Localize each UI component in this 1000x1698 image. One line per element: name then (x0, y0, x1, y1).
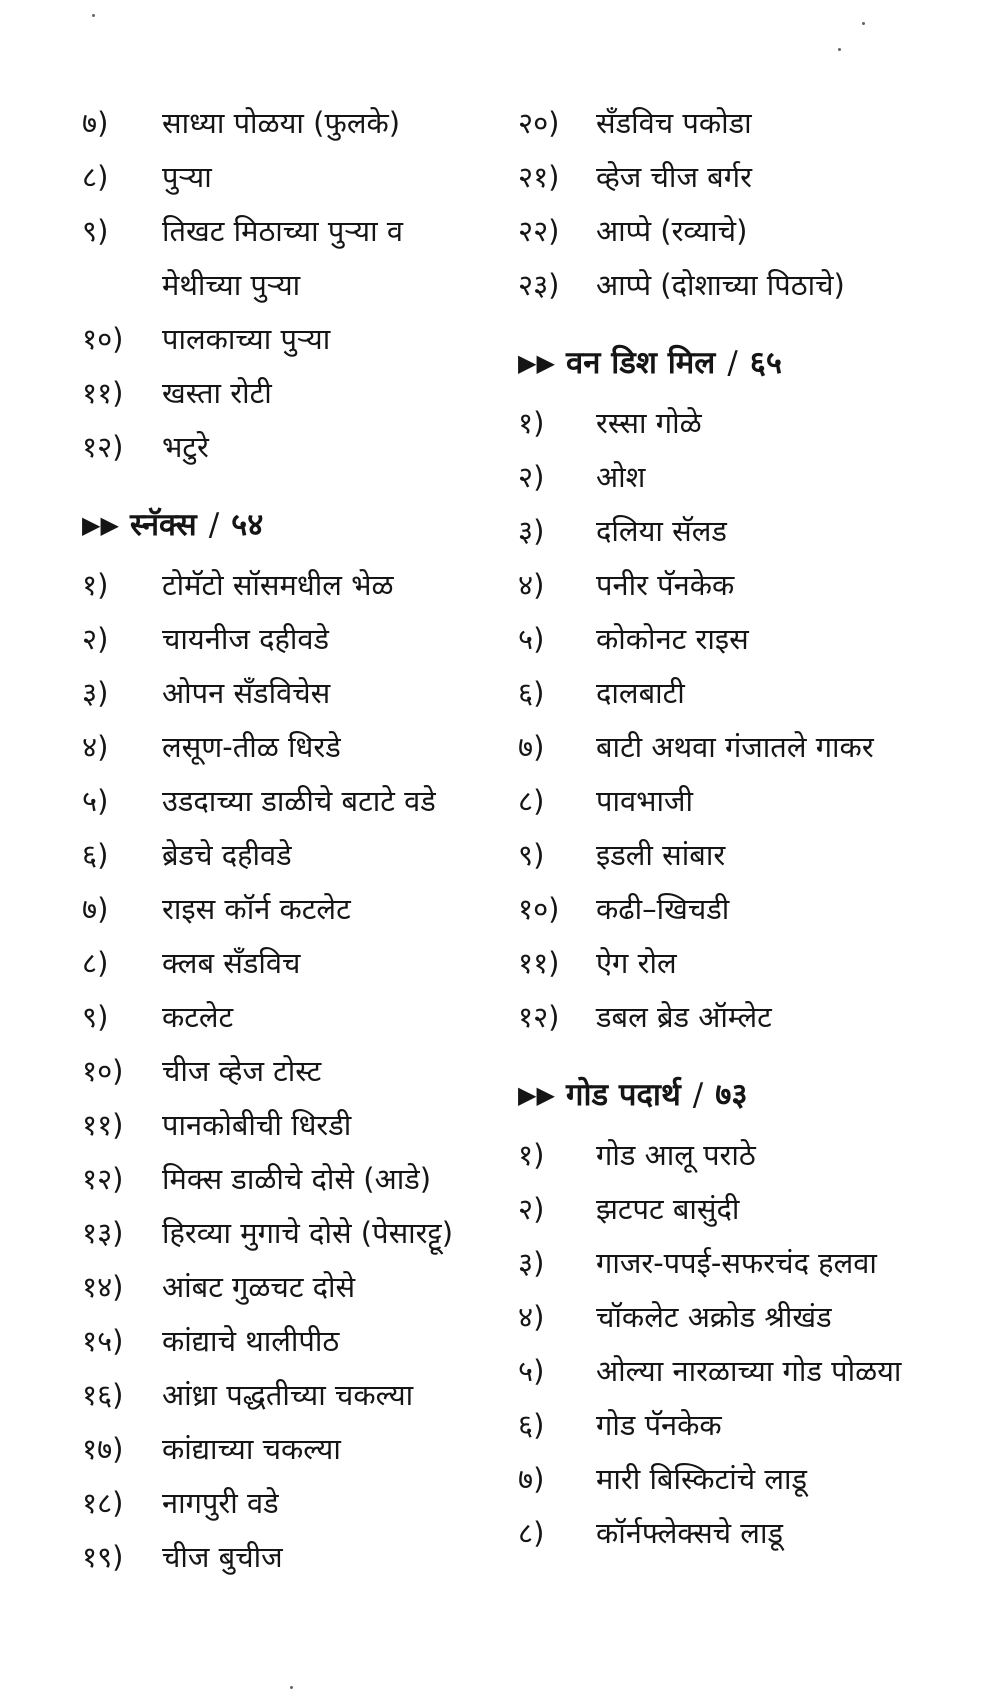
item-number: २०) (518, 106, 560, 140)
list-item (518, 774, 978, 828)
item-number: ८) (518, 1516, 545, 1550)
item-text: आंध्रा पद्धतीच्या चकल्या (162, 1378, 414, 1412)
item-number: ७) (518, 1462, 545, 1496)
item-text: उडदाच्या डाळीचे बटाटे वडे (162, 784, 436, 818)
item-text: कांद्याचे थालीपीठ (162, 1324, 340, 1358)
item-text: खस्ता रोटी (162, 376, 272, 410)
item-text: सँडविच पकोडा (596, 106, 752, 140)
item-number: ६) (518, 1408, 545, 1442)
section-page-number: ७३ (715, 1077, 748, 1113)
item-text: गोड आलू पराठे (596, 1138, 756, 1172)
right-column (518, 96, 978, 1560)
item-number: ९) (82, 1000, 109, 1034)
list-item (518, 1182, 978, 1236)
item-number: १) (82, 568, 109, 602)
separator: / (727, 345, 738, 381)
item-number: ६) (82, 838, 109, 872)
item-text: साध्या पोळया (फुलके) (162, 106, 401, 140)
list-item (518, 150, 978, 204)
item-text: झटपट बासुंदी (596, 1192, 740, 1226)
item-text: आप्पे (दोशाच्या पिठाचे) (596, 268, 845, 302)
item-number: २१) (518, 160, 560, 194)
item-number: ६) (518, 676, 545, 710)
list-item (82, 1368, 512, 1422)
item-text: आंबट गुळचट दोसे (162, 1270, 356, 1304)
list-item (82, 774, 512, 828)
scan-speck (92, 14, 95, 17)
section-heading-sweets (518, 1066, 978, 1124)
list-item (82, 1422, 512, 1476)
item-number: १६) (82, 1378, 124, 1412)
item-text: चीज व्हेज टोस्ट (162, 1054, 322, 1088)
section-title: गोड पदार्थ (566, 1077, 681, 1113)
section-heading-one-dish-meal (518, 334, 978, 392)
list-item (82, 150, 512, 204)
list-item (82, 1314, 512, 1368)
item-text: कढी–खिचडी (596, 892, 730, 926)
item-text: रस्सा गोळे (596, 406, 702, 440)
right-top-list (518, 96, 978, 312)
item-number: ८) (82, 160, 109, 194)
item-number: १८) (82, 1486, 124, 1520)
item-number: ५) (518, 622, 545, 656)
item-text: चायनीज दहीवडे (162, 622, 330, 656)
section-heading-snacks (82, 496, 512, 554)
item-text: नागपुरी वडे (162, 1486, 279, 1520)
item-number: ३) (518, 514, 545, 548)
item-text: पावभाजी (596, 784, 694, 818)
double-arrow-icon: ▶▶ (518, 1081, 555, 1109)
scan-speck (862, 22, 865, 25)
item-text: इडली सांबार (596, 838, 726, 872)
item-text: दालबाटी (596, 676, 685, 710)
item-text: ओपन सँडविचेस (162, 676, 331, 710)
item-number: ५) (82, 784, 109, 818)
item-number: १) (518, 1138, 545, 1172)
list-item-continuation (82, 258, 512, 312)
one-dish-meal-list (518, 396, 978, 1044)
item-number: ३) (518, 1246, 545, 1280)
item-text: पालकाच्या पुऱ्या (162, 322, 331, 356)
item-number: ७) (82, 106, 109, 140)
item-text: कॉर्नफ्लेक्सचे लाडू (596, 1516, 783, 1550)
list-item (518, 1128, 978, 1182)
item-number: ४) (518, 568, 545, 602)
item-text: व्हेज चीज बर्गर (596, 160, 752, 194)
list-item (82, 666, 512, 720)
list-item (518, 1344, 978, 1398)
list-item (518, 504, 978, 558)
item-number: २२) (518, 214, 560, 248)
item-text: कोकोनट राइस (596, 622, 749, 656)
list-item (82, 720, 512, 774)
item-number: ३) (82, 676, 109, 710)
list-item (518, 828, 978, 882)
item-number: ५) (518, 1354, 545, 1388)
item-number: ९) (82, 214, 109, 248)
item-text: मारी बिस्किटांचे लाडू (596, 1462, 808, 1496)
section-title: स्नॅक्स (130, 507, 197, 543)
list-item (82, 1530, 512, 1584)
item-number: ४) (82, 730, 109, 764)
item-number: १२) (82, 1162, 124, 1196)
item-number: १७) (82, 1432, 124, 1466)
list-item (518, 882, 978, 936)
section-title: वन डिश मिल (566, 345, 716, 381)
item-number: ८) (82, 946, 109, 980)
list-item (82, 882, 512, 936)
item-text: लसूण-तीळ धिरडे (162, 730, 341, 764)
list-item (82, 1260, 512, 1314)
list-item (518, 936, 978, 990)
list-item (518, 666, 978, 720)
scan-speck (838, 48, 841, 51)
item-number: १०) (82, 1054, 124, 1088)
double-arrow-icon: ▶▶ (82, 511, 119, 539)
list-item (518, 96, 978, 150)
item-number: ४) (518, 1300, 545, 1334)
list-item (82, 936, 512, 990)
item-text: भटुरे (162, 430, 209, 464)
list-item (82, 1206, 512, 1260)
item-text: मेथीच्या पुऱ्या (162, 268, 301, 302)
item-text: कटलेट (162, 1000, 234, 1034)
item-text: पानकोबीची धिरडी (162, 1108, 352, 1142)
list-item (518, 1452, 978, 1506)
item-text: कांद्याच्या चकल्या (162, 1432, 341, 1466)
item-text: चॉकलेट अक्रोड श्रीखंड (596, 1300, 832, 1334)
list-item (82, 558, 512, 612)
item-text: डबल ब्रेड ऑम्लेट (596, 1000, 772, 1034)
item-text: मिक्स डाळीचे दोसे (आडे) (162, 1162, 432, 1196)
item-text: तिखट मिठाच्या पुऱ्या व (162, 214, 403, 248)
list-item (518, 1398, 978, 1452)
section-page-number: ६५ (749, 345, 783, 381)
item-text: ओश (596, 460, 646, 494)
item-text: दलिया सॅलड (596, 514, 727, 548)
list-item (82, 312, 512, 366)
scan-speck (290, 1686, 293, 1689)
list-item (82, 420, 512, 474)
left-column (82, 96, 512, 1584)
list-item (82, 1476, 512, 1530)
item-number: १४) (82, 1270, 124, 1304)
list-item (82, 96, 512, 150)
item-number: २) (518, 460, 545, 494)
list-item (518, 990, 978, 1044)
list-item (518, 1290, 978, 1344)
item-number: १) (518, 406, 545, 440)
item-number: १९) (82, 1540, 124, 1574)
item-number: १०) (82, 322, 124, 356)
item-text: पनीर पॅनकेक (596, 568, 735, 602)
list-item (518, 558, 978, 612)
item-number: ११) (518, 946, 560, 980)
item-number: २) (82, 622, 109, 656)
item-number: १२) (518, 1000, 560, 1034)
list-item (82, 1098, 512, 1152)
item-text: चीज बुचीज (162, 1540, 283, 1574)
item-text: ऐग रोल (596, 946, 677, 980)
item-text: गाजर-पपई-सफरचंद हलवा (596, 1246, 877, 1280)
item-text: पुऱ्या (162, 160, 212, 194)
item-number: ८) (518, 784, 545, 818)
item-text: हिरव्या मुगाचे दोसे (पेसारट्टू) (162, 1216, 454, 1250)
list-item (82, 990, 512, 1044)
item-text: टोमॅटो सॉसमधील भेळ (162, 568, 394, 602)
list-item (518, 396, 978, 450)
list-item (518, 612, 978, 666)
list-item (82, 366, 512, 420)
item-number: १०) (518, 892, 560, 926)
list-item (82, 828, 512, 882)
list-item (518, 258, 978, 312)
item-text: ओल्या नारळाच्या गोड पोळया (596, 1354, 902, 1388)
list-item (82, 1152, 512, 1206)
item-number: ७) (518, 730, 545, 764)
item-number: १५) (82, 1324, 124, 1358)
item-number: २३) (518, 268, 560, 302)
separator: / (692, 1077, 704, 1113)
item-number: ११) (82, 376, 124, 410)
list-item (82, 1044, 512, 1098)
sweets-list (518, 1128, 978, 1560)
item-text: क्लब सँडविच (162, 946, 301, 980)
list-item (82, 612, 512, 666)
item-number: १२) (82, 430, 124, 464)
item-text: आप्पे (रव्याचे) (596, 214, 748, 248)
separator: / (208, 507, 220, 543)
list-item (518, 1506, 978, 1560)
left-top-list (82, 96, 512, 474)
list-item (518, 720, 978, 774)
snacks-list (82, 558, 512, 1584)
item-number: ९) (518, 838, 545, 872)
section-page-number: ५४ (231, 507, 264, 543)
item-number: १३) (82, 1216, 124, 1250)
item-text: राइस कॉर्न कटलेट (162, 892, 351, 926)
list-item (518, 450, 978, 504)
item-text: ब्रेडचे दहीवडे (162, 838, 292, 872)
item-number: ११) (82, 1108, 124, 1142)
item-text: बाटी अथवा गंजातले गाकर (596, 730, 874, 764)
list-item (82, 204, 512, 258)
double-arrow-icon: ▶▶ (518, 349, 555, 377)
list-item (518, 204, 978, 258)
item-number: ७) (82, 892, 109, 926)
list-item (518, 1236, 978, 1290)
item-number: २) (518, 1192, 545, 1226)
item-text: गोड पॅनकेक (596, 1408, 722, 1442)
